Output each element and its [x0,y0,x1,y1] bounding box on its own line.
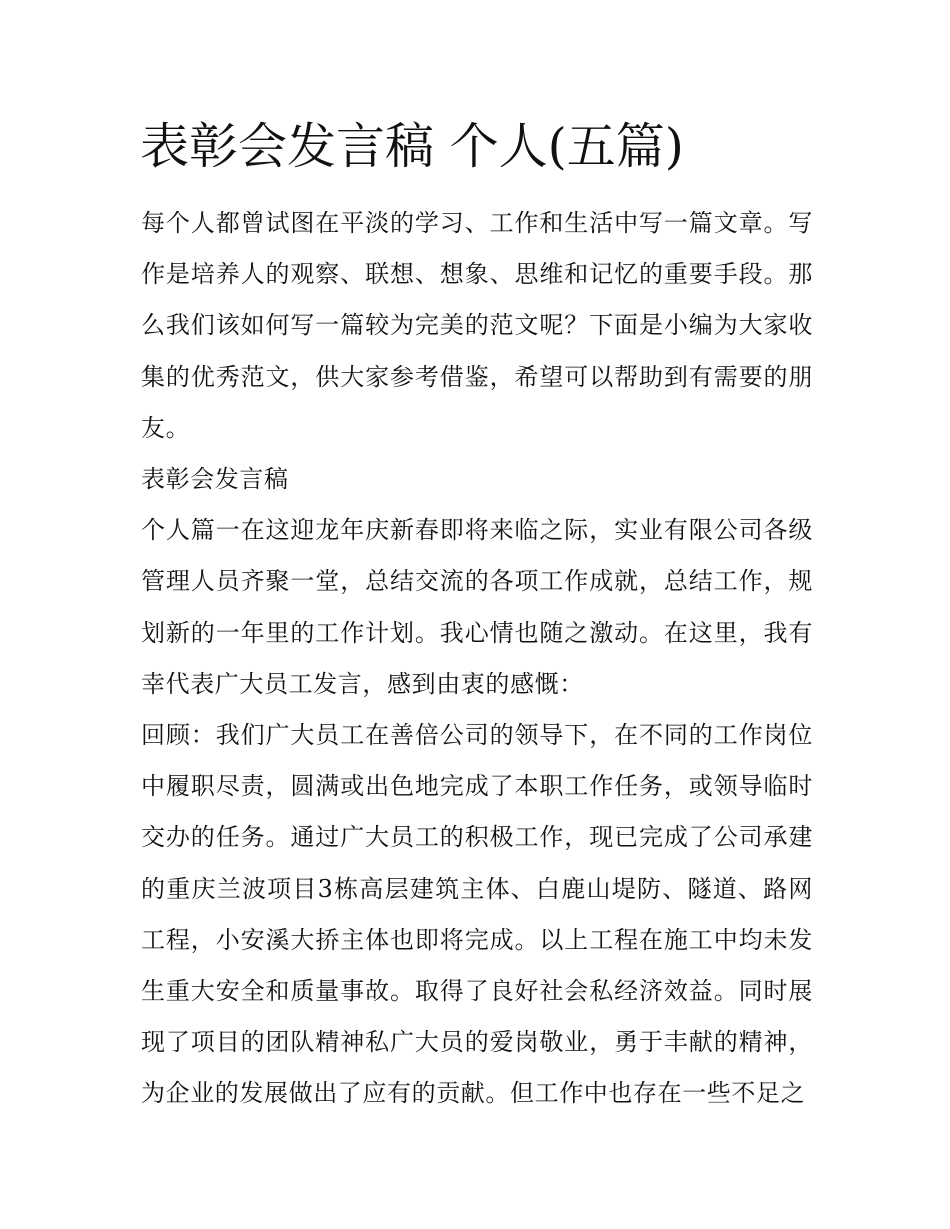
document-body [141,198,813,1120]
speech-paragraph-1: 个人篇一在这迎龙年庆新春即将来临之际，实业有限公司各级管理人员齐聚一堂，总结交流的各项工作成就，总结工作，规划新的一年里的工作计划。我心情也随之激动。在这里，我有幸代表广大员工发言，感到由衷的感慨： [141,516,813,698]
intro-paragraph: 每个人都曾试图在平淡的学习、工作和生活中写一篇文章。写作是培养人的观察、联想、想象、思维和记忆的重要手段。那么我们该如何写一篇较为完美的范文呢？下面是小编为大家收集的优秀范文，供大家参考借鉴，希望可以帮助到有需要的朋友。 [141,209,813,442]
section-heading: 表彰会发言稿 [141,465,289,494]
speech-paragraph-2: 回顾：我们广大员工在善倍公司的领导下，在不同的工作岗位中履职尽责，圆满或出色地完成了本职工作任务，或领导临时交办的任务。通过广大员工的积极工作，现已完成了公司承建的重庆兰波项目3栋高层建筑主体、白鹿山堤防、隧道、路网工程，小安溪大挢主体也即将完成。以上工程在施工中均未发生重大安全和质量事故。取得了良好社会私经济效益。同时展现了项目的团队精神私广大员的爱岗敬业，勇于丰献的精神，为企业的发展做出了应有的贡献。但工作中也存在一些不足之 [141,721,813,1108]
document-title: 表彰会发言稿 个人(五篇) [140,118,684,175]
